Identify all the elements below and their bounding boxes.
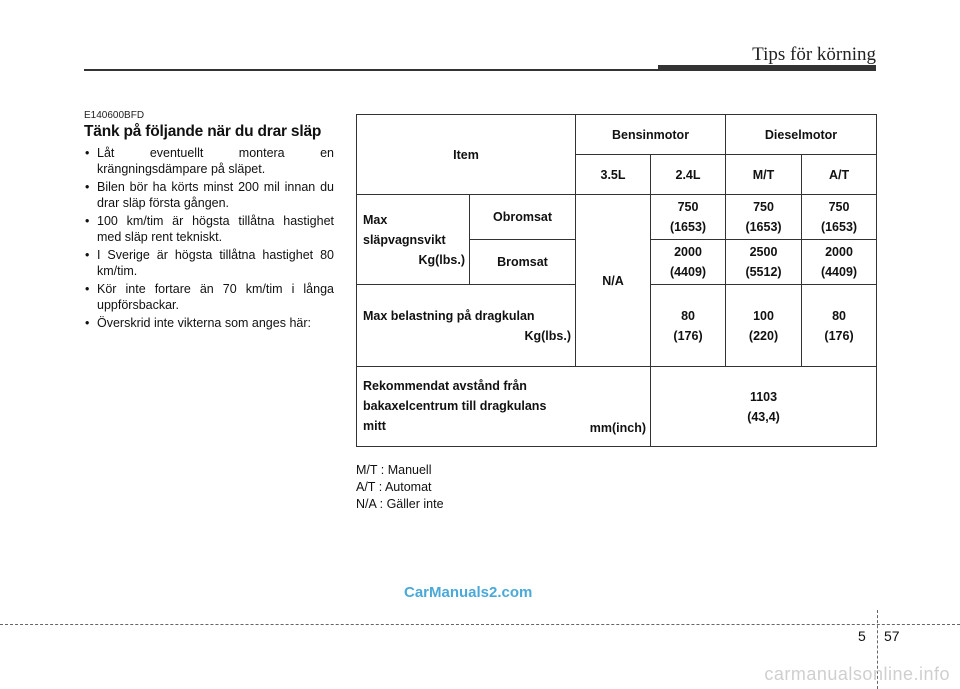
page-number: 57: [884, 628, 900, 644]
legend-item: M/T : Manuell: [356, 463, 432, 477]
site-watermark: carmanualsonline.info: [764, 664, 950, 684]
max-trailer-weight-label: Max släpvagnsvikt Kg(lbs.): [357, 195, 470, 285]
header-item: Item: [357, 115, 576, 195]
ball-load-label: Max belastning på dragkulan Kg(lbs.): [357, 285, 576, 367]
distance-value: 1103 (43,4): [651, 367, 877, 447]
section-code: E140600BFD: [84, 110, 145, 121]
header-petrol: Bensinmotor: [576, 115, 726, 155]
table-cell: 750 (1653): [726, 195, 802, 240]
chapter-number: 5: [858, 628, 866, 644]
header-engine: 3.5L: [576, 155, 651, 195]
page-header-title: Tips för körning: [752, 44, 876, 65]
towing-tips-section: [84, 110, 334, 333]
braked-label: Bromsat: [470, 240, 576, 285]
footer-rule: [0, 624, 960, 625]
list-item: • I Sverige är högsta tillåtna hastighet 80 km/tim.: [84, 247, 334, 279]
unbraked-label: Obromsat: [470, 195, 576, 240]
list-item: • Låt eventuellt montera en krängningsdämpare på släpet.: [84, 145, 334, 177]
table-cell: 750 (1653): [802, 195, 877, 240]
tips-list: [84, 145, 334, 331]
list-item: • Bilen bör ha körts minst 200 mil innan du drar släp första gången.: [84, 179, 334, 211]
list-item: • Överskrid inte vikterna som anges här:: [84, 315, 334, 331]
watermark-link[interactable]: CarManuals2.com: [404, 584, 533, 601]
table-cell: 2500 (5512): [726, 240, 802, 285]
table-cell: 2000 (4409): [651, 240, 726, 285]
petrol-35-na: N/A: [576, 195, 651, 367]
header-rule: [84, 69, 876, 71]
table-cell: 80 (176): [802, 285, 877, 367]
header-engine: 2.4L: [651, 155, 726, 195]
abbreviation-legend: [356, 462, 444, 513]
table-cell: 80 (176): [651, 285, 726, 367]
header-diesel: Dieselmotor: [726, 115, 877, 155]
list-item: • 100 km/tim är högsta tillåtna hastighet med släp rent tekniskt.: [84, 213, 334, 245]
header-engine: A/T: [802, 155, 877, 195]
table-cell: 100 (220): [726, 285, 802, 367]
towing-spec-table: [356, 114, 877, 447]
list-item: • Kör inte fortare än 70 km/tim i långa uppförsbackar.: [84, 281, 334, 313]
legend-item: A/T : Automat: [356, 480, 432, 494]
header-engine: M/T: [726, 155, 802, 195]
table-cell: 750 (1653): [651, 195, 726, 240]
section-heading: Tänk på följande när du drar släp: [84, 123, 322, 140]
distance-label: Rekommendat avstånd från bakaxelcentrum till dragkulans mitt mm(inch): [357, 367, 651, 447]
legend-item: N/A : Gäller inte: [356, 497, 444, 511]
table-cell: 2000 (4409): [802, 240, 877, 285]
